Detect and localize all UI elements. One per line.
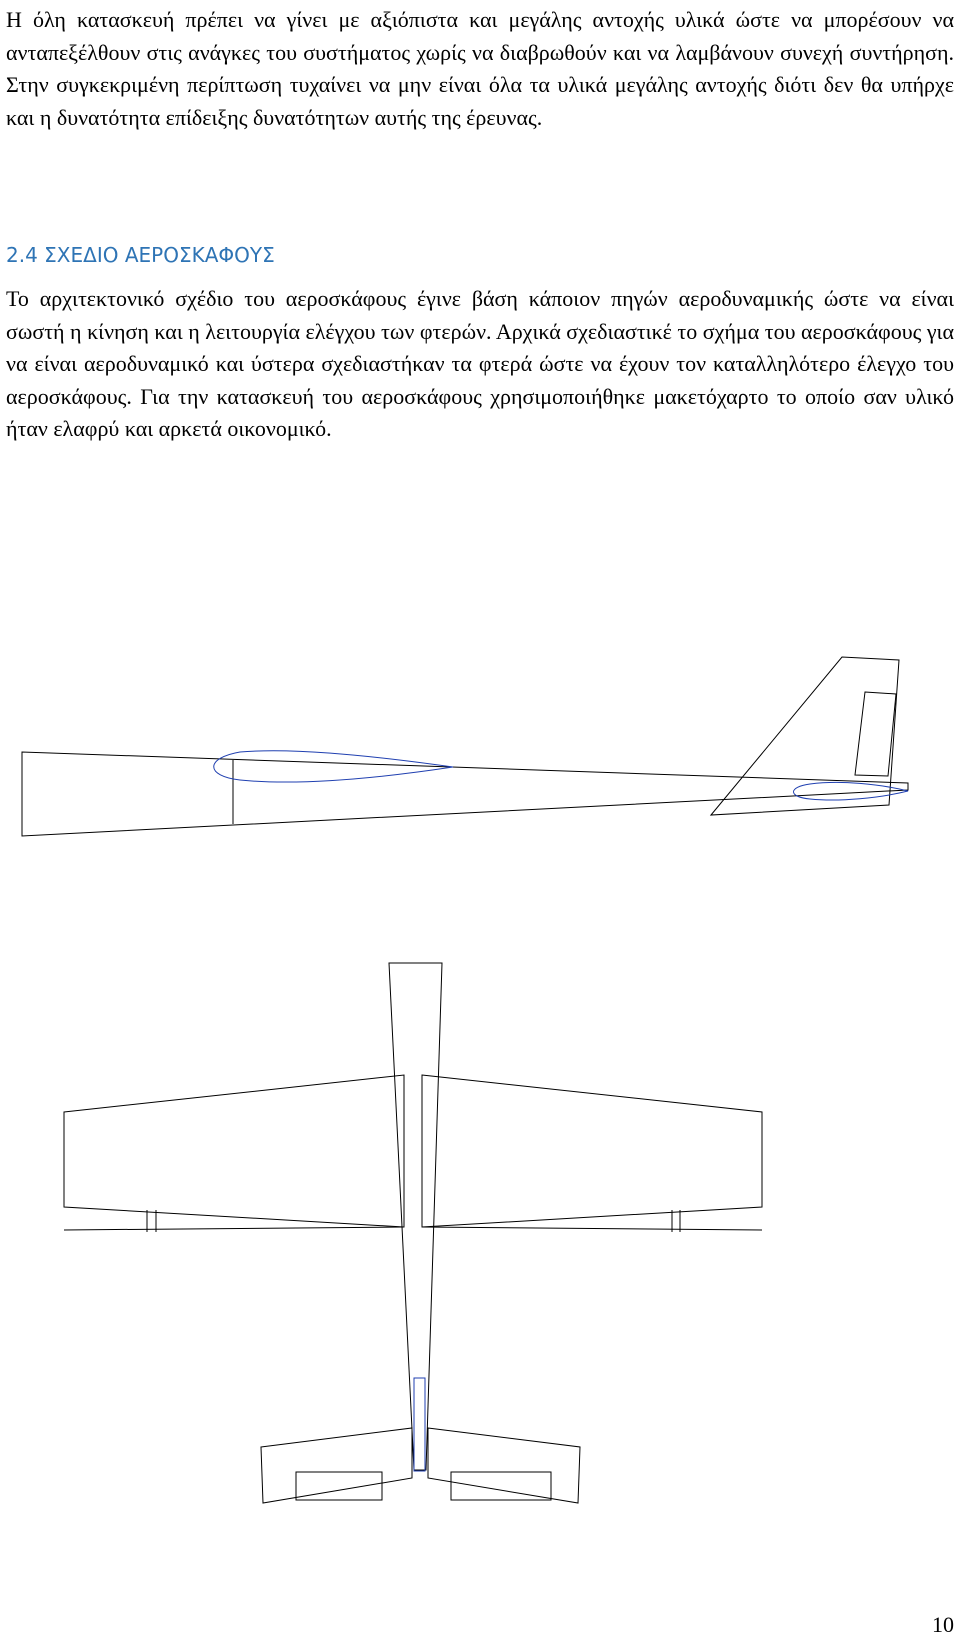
page-number: 10 <box>932 1612 954 1637</box>
vertical-stabilizer <box>711 657 899 815</box>
side-wing-airfoil <box>214 751 453 782</box>
right-wing <box>422 1075 762 1227</box>
rudder <box>855 692 896 776</box>
left-wing <box>64 1075 404 1227</box>
right-wing-flap-line <box>422 1227 762 1230</box>
side-fuselage <box>22 752 908 836</box>
top-fuselage <box>389 963 442 1470</box>
intro-paragraph: Η όλη κατασκευή πρέπει να γίνει με αξιόπιστα και μεγάλης αντοχής υλικά ώστε να μπορέσουν να ανταπεξέλθουν στις ανάγκες του συστήματος χωρίς να διαβρωθούν και να λαμβάνουν συνεχή συντήρηση. Στην συγκεκριμένη περίπτωση τυχαίνει να μην είναι όλα τα υλικά μεγάλης αντοχής διότι δεν θα υπήρχε και η δυνατότητα επίδειξης δυνατότητων αυτής της έρευνας. <box>6 7 954 130</box>
left-horizontal-stabilizer <box>261 1428 412 1503</box>
design-paragraph: Το αρχιτεκτονικό σχέδιο του αεροσκάφους έγινε βάση κάποιον πηγών αεροδυναμικής ώστε να είναι σωστή η κίνηση και η λειτουργία ελέγχου των φτερών. Αρχικά σχεδιαστικέ το σχήμα του αεροσκάφους για να είναι αεροδυναμικό και ύστερα σχεδιαστήκαν τα φτερά ώστε να έχουν τον καταλληλότερο έλεγχο του αεροσκάφους. Για την κατασκευή του αεροσκάφους χρησιμοποιήθηκε μακετόχαρτο το οποίο σαν υλικό ήταν ελαφρύ και αρκετά οικονομικό. <box>6 286 954 441</box>
side-view <box>22 657 908 836</box>
top-view <box>64 963 762 1503</box>
section-heading: 2.4 ΣΧΕΔΙΟ ΑΕΡΟΣΚΑΦΟΥΣ <box>6 243 275 267</box>
tail-spar <box>414 1378 425 1471</box>
left-wing-flap-line <box>64 1227 404 1230</box>
